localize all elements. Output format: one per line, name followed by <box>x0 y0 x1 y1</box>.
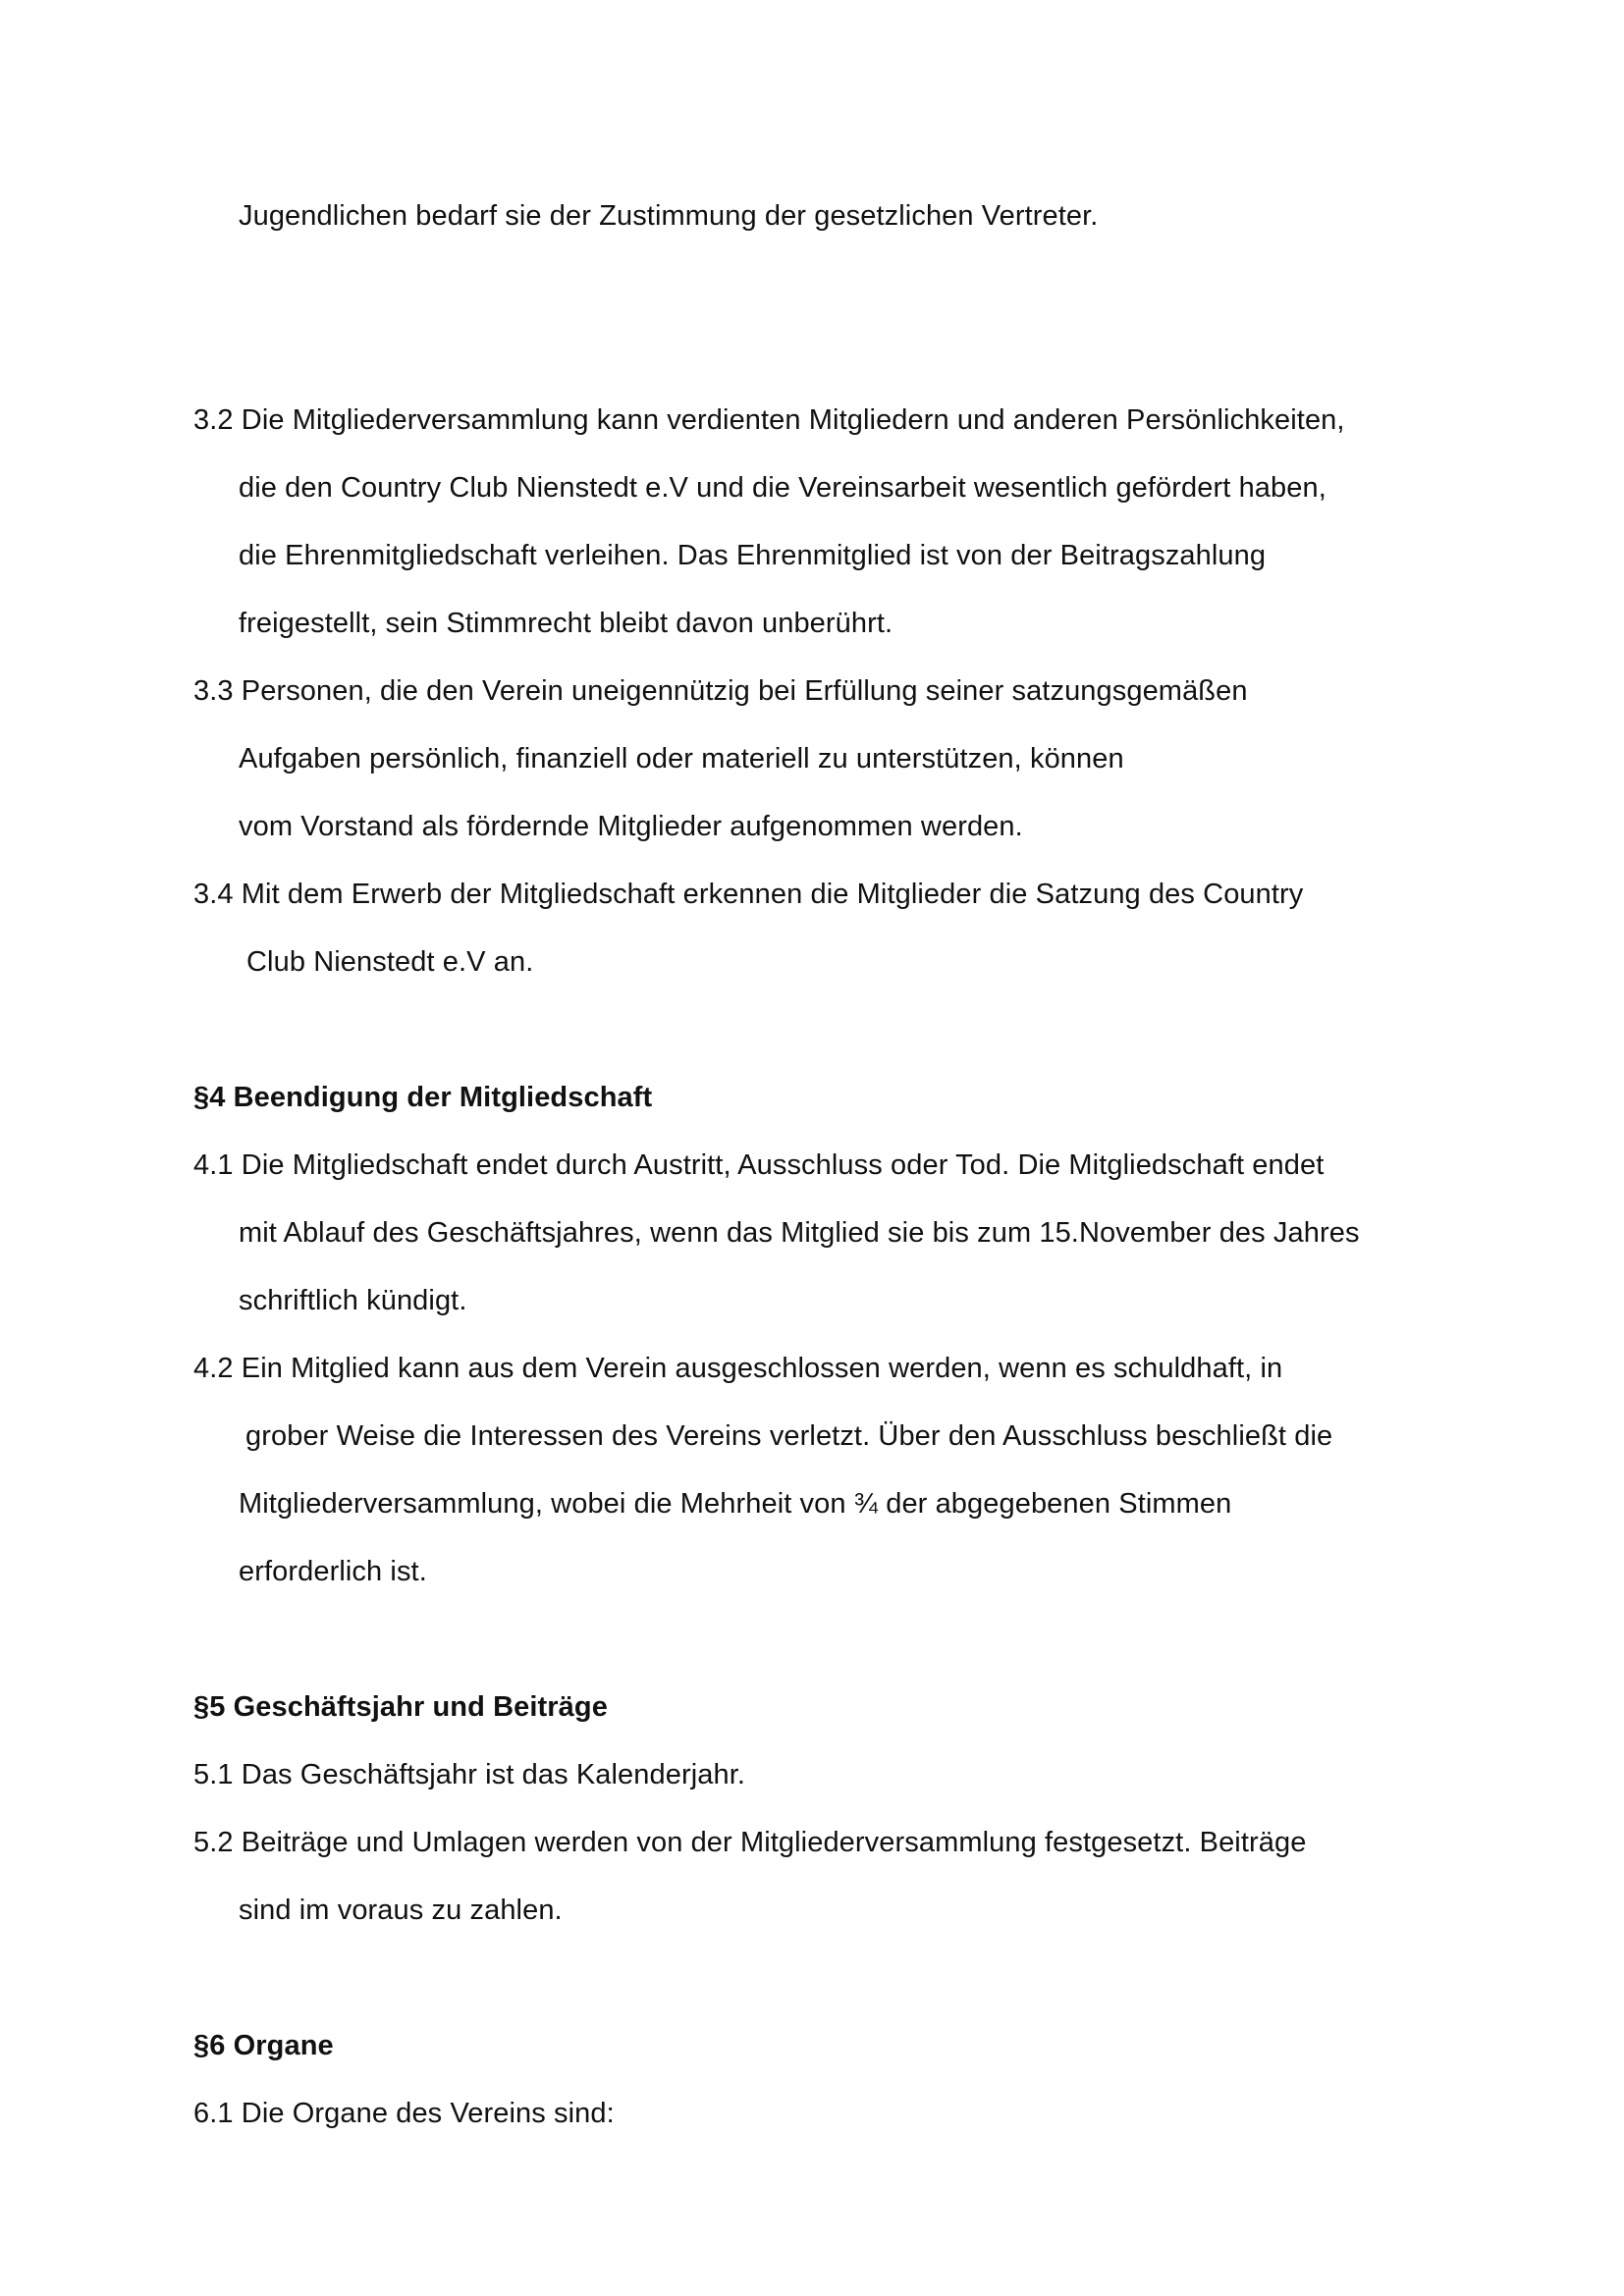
text-line: vom Vorstand als fördernde Mitglieder aufgenommen werden. <box>239 811 1023 842</box>
text-line: mit Ablauf des Geschäftsjahres, wenn das Mitglied sie bis zum 15.November des Jahres <box>239 1217 1360 1249</box>
text-line: Jugendlichen bedarf sie der Zustimmung der gesetzlichen Vertreter. <box>239 200 1099 232</box>
text-line: 4.1 Die Mitgliedschaft endet durch Austritt, Ausschluss oder Tod. Die Mitgliedschaft endet <box>193 1149 1325 1181</box>
text-line: Club Nienstedt e.V an. <box>246 946 534 978</box>
text-line: die den Country Club Nienstedt e.V und die Vereinsarbeit wesentlich gefördert haben, <box>239 472 1326 504</box>
section-heading: §6 Organe <box>193 2030 334 2061</box>
text-line: freigestellt, sein Stimmrecht bleibt davon unberührt. <box>239 608 893 639</box>
text-line: 6.1 Die Organe des Vereins sind: <box>193 2098 615 2129</box>
text-line: 3.2 Die Mitgliederversammlung kann verdienten Mitgliedern und anderen Persönlichkeiten, <box>193 404 1345 436</box>
section-heading: §5 Geschäftsjahr und Beiträge <box>193 1691 608 1723</box>
section-heading: §4 Beendigung der Mitgliedschaft <box>193 1082 653 1113</box>
text-line: 4.2 Ein Mitglied kann aus dem Verein ausgeschlossen werden, wenn es schuldhaft, in <box>193 1353 1283 1384</box>
text-line: erforderlich ist. <box>239 1556 427 1587</box>
text-line: die Ehrenmitgliedschaft verleihen. Das Ehrenmitglied ist von der Beitragszahlung <box>239 540 1267 571</box>
text-line: 5.1 Das Geschäftsjahr ist das Kalenderjahr. <box>193 1759 746 1790</box>
text-line: Mitgliederversammlung, wobei die Mehrheit von ¾ der abgegebenen Stimmen <box>239 1488 1232 1520</box>
text-line: grober Weise die Interessen des Vereins verletzt. Über den Ausschluss beschließt die <box>245 1420 1333 1452</box>
text-line: Aufgaben persönlich, finanziell oder materiell zu unterstützen, können <box>239 743 1124 774</box>
text-line: schriftlich kündigt. <box>239 1285 467 1316</box>
text-line: 3.3 Personen, die den Verein uneigennützig bei Erfüllung seiner satzungsgemäßen <box>193 675 1248 707</box>
text-line: sind im voraus zu zahlen. <box>239 1895 563 1926</box>
text-line: 5.2 Beiträge und Umlagen werden von der Mitgliederversammlung festgesetzt. Beiträge <box>193 1827 1307 1858</box>
text-line: 3.4 Mit dem Erwerb der Mitgliedschaft erkennen die Mitglieder die Satzung des Country <box>193 879 1304 910</box>
